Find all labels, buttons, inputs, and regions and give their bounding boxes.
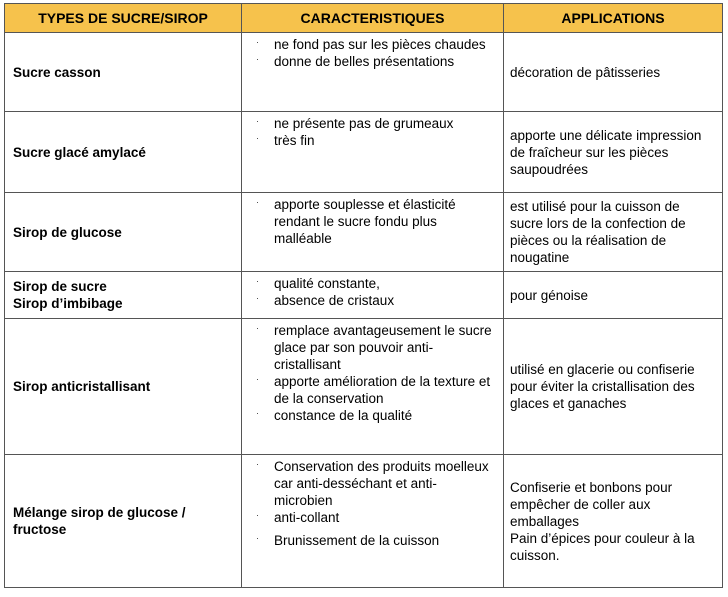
characteristic-text: Brunissement de la cuisson	[274, 533, 440, 548]
type-cell	[5, 455, 242, 588]
characteristics-cell	[242, 272, 504, 319]
applications-cell	[504, 193, 723, 272]
list-item	[256, 53, 495, 70]
bullet-icon: ·	[256, 293, 259, 303]
list-item	[256, 196, 495, 247]
bullet-icon: ·	[256, 533, 259, 543]
bullet-icon: ·	[256, 54, 259, 64]
bullet-icon: ·	[256, 408, 259, 418]
list-item	[256, 36, 495, 53]
table-row	[5, 272, 723, 319]
characteristics-cell	[242, 455, 504, 588]
characteristic-text: anti-collant	[274, 510, 340, 525]
table-row	[5, 33, 723, 112]
header-row	[5, 4, 723, 33]
type-cell	[5, 272, 242, 319]
characteristic-text: remplace avantageusement le sucre glace par son pouvoir anti-cristallisant	[274, 323, 492, 372]
header-applications: APPLICATIONS	[504, 4, 723, 33]
table-row	[5, 455, 723, 588]
list-item	[256, 458, 495, 509]
characteristic-text: Conservation des produits moelleux car anti-desséchant et anti-microbien	[274, 459, 489, 508]
application-text: Pain d’épices pour couleur à la cuisson.	[510, 530, 695, 563]
characteristics-cell	[242, 193, 504, 272]
type-label: Mélange sirop de glucose / fructose	[13, 505, 186, 537]
bullet-icon: ·	[256, 374, 259, 384]
bullet-icon: ·	[256, 510, 259, 520]
characteristic-text: absence de cristaux	[274, 293, 395, 308]
type-label: Sirop de glucose	[13, 224, 122, 240]
characteristic-text: ne fond pas sur les pièces chaudes	[274, 37, 486, 52]
type-cell	[5, 33, 242, 112]
type-label: Sucre glacé amylacé	[13, 144, 146, 160]
type-label: Sirop d’imbibage	[13, 296, 123, 311]
applications-cell	[504, 319, 723, 455]
applications-cell	[504, 455, 723, 588]
characteristic-text: apporte souplesse et élasticité rendant le sucre fondu plus malléable	[274, 197, 456, 246]
list-item	[256, 275, 495, 292]
list-item	[256, 132, 495, 149]
characteristic-text: donne de belles présentations	[274, 54, 455, 69]
list-item	[256, 322, 495, 373]
application-text: est utilisé pour la cuisson de sucre lors de la confection de pièces ou la réalisation de nougatine	[510, 199, 686, 265]
bullet-icon: ·	[256, 323, 259, 333]
bullet-icon: ·	[256, 459, 259, 469]
type-cell	[5, 112, 242, 193]
header-types: TYPES DE SUCRE/SIROP	[5, 4, 242, 33]
application-text: apporte une délicate impression de fraîcheur sur les pièces saupoudrées	[510, 127, 702, 177]
bullet-icon: ·	[256, 37, 259, 47]
bullet-icon: ·	[256, 116, 259, 126]
characteristic-text: très fin	[274, 133, 315, 148]
type-label: Sirop anticristallisant	[13, 379, 151, 394]
list-item	[256, 407, 495, 424]
application-text: décoration de pâtisseries	[510, 64, 661, 80]
application-text: utilisé en glacerie ou confiserie pour éviter la cristallisation des glaces et ganaches	[510, 362, 695, 411]
list-item	[256, 373, 495, 407]
list-item	[256, 532, 495, 549]
bullet-icon: ·	[256, 133, 259, 143]
type-cell	[5, 193, 242, 272]
characteristics-cell	[242, 33, 504, 112]
type-label: Sucre casson	[13, 64, 101, 80]
header-caracteristiques: CARACTERISTIQUES	[242, 4, 504, 33]
type-label: Sirop de sucre	[13, 279, 107, 294]
application-text: pour génoise	[510, 287, 589, 303]
application-text: Confiserie et bonbons pour empêcher de coller aux emballages	[510, 479, 673, 529]
list-item	[256, 509, 495, 526]
characteristic-text: constance de la qualité	[274, 408, 413, 423]
applications-cell	[504, 33, 723, 112]
list-item	[256, 292, 495, 309]
bullet-icon: ·	[256, 197, 259, 207]
table-row	[5, 193, 723, 272]
list-item	[256, 115, 495, 132]
table-row	[5, 112, 723, 193]
characteristic-text: ne présente pas de grumeaux	[274, 116, 454, 131]
characteristic-text: qualité constante,	[274, 276, 380, 291]
bullet-icon: ·	[256, 276, 259, 286]
sugar-types-table	[4, 3, 723, 588]
characteristic-text: apporte amélioration de la texture et de la conservation	[274, 374, 491, 406]
type-cell	[5, 319, 242, 455]
characteristics-cell	[242, 319, 504, 455]
applications-cell	[504, 272, 723, 319]
applications-cell	[504, 112, 723, 193]
table-row	[5, 319, 723, 455]
characteristics-cell	[242, 112, 504, 193]
